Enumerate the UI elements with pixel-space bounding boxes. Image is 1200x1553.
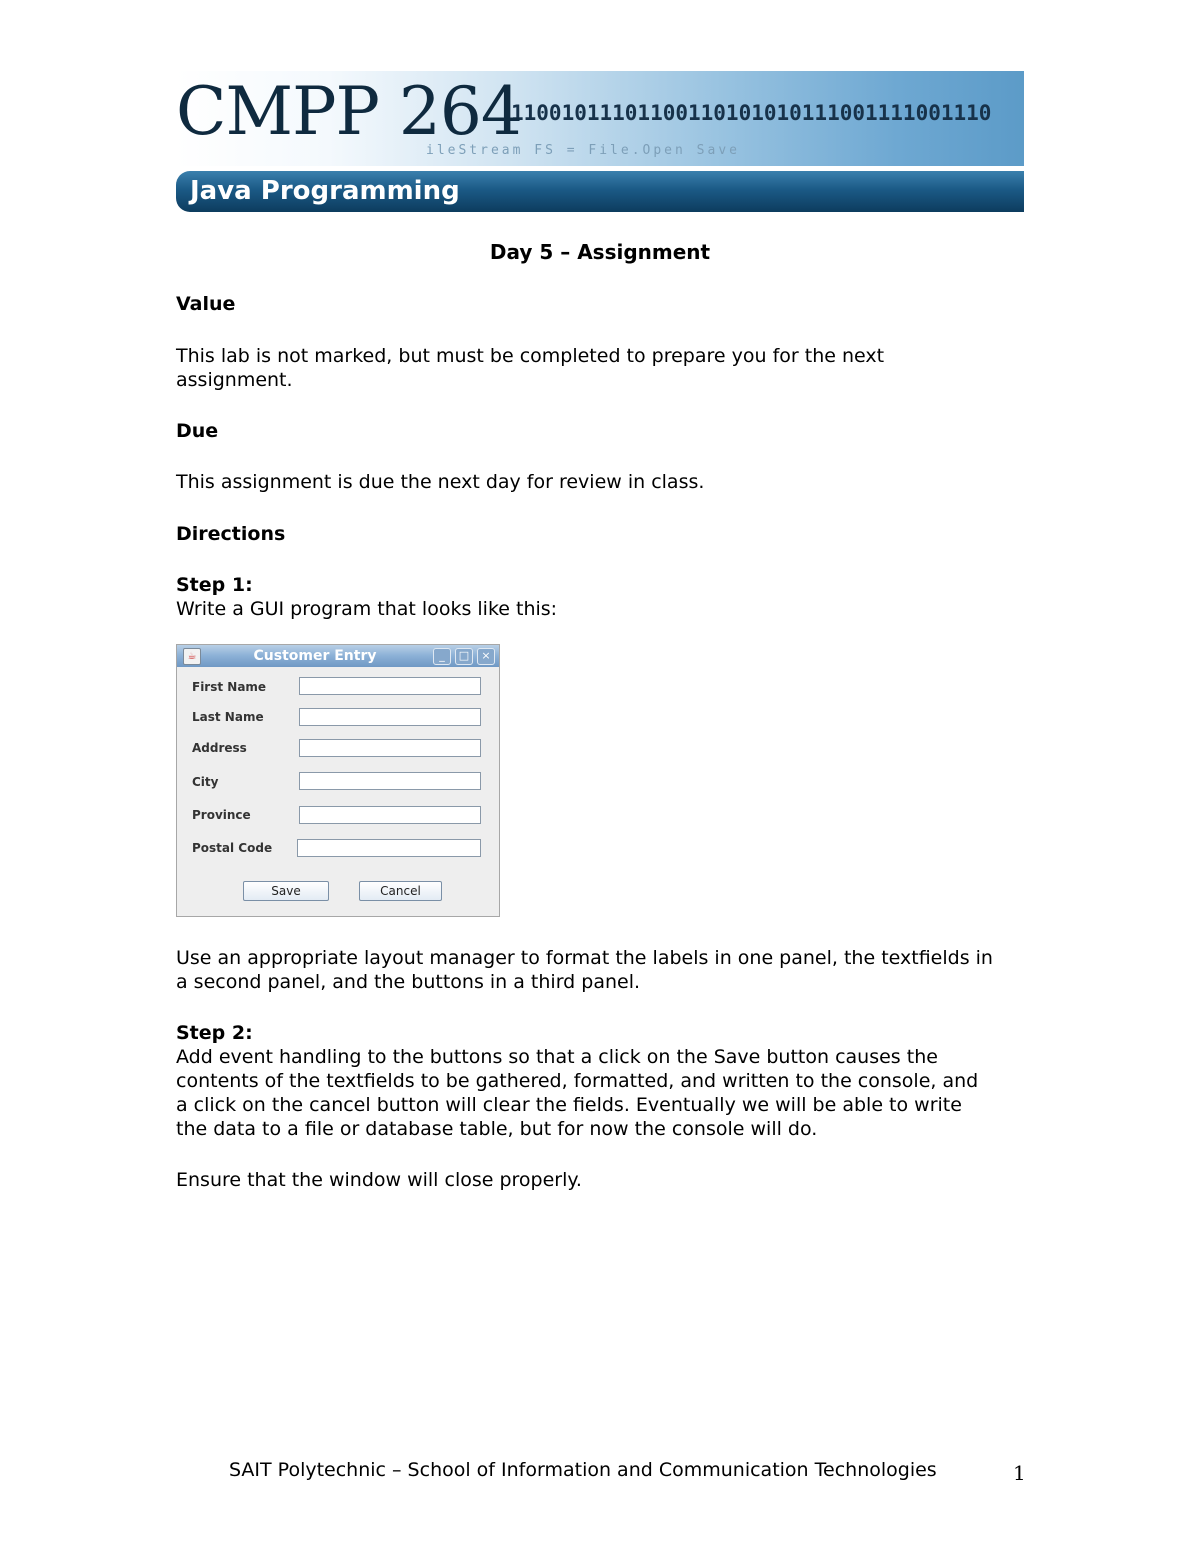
close-icon[interactable]: × bbox=[477, 648, 495, 665]
step2-text-line-1: Add event handling to the buttons so that a click on the Save button causes the bbox=[176, 1046, 938, 1068]
maximize-icon[interactable]: □ bbox=[455, 648, 473, 665]
step2-text-line-3: a click on the cancel button will clear the fields. Eventually we will be able to write bbox=[176, 1094, 962, 1116]
step1-heading: Step 1: bbox=[176, 574, 253, 596]
binary-decoration: 11001011101100110101010111001111001110 bbox=[511, 101, 992, 125]
step2-heading: Step 2: bbox=[176, 1022, 253, 1044]
layout-text-line-2: a second panel, and the buttons in a third panel. bbox=[176, 971, 641, 993]
address-field[interactable] bbox=[299, 739, 481, 757]
subject-bar bbox=[176, 171, 1024, 212]
step2-text-line-4: the data to a file or database table, but for now the console will do. bbox=[176, 1118, 818, 1140]
subject-title: Java Programming bbox=[190, 176, 460, 206]
page-number: 1 bbox=[1013, 1461, 1026, 1485]
last-name-label: Last Name bbox=[192, 710, 264, 724]
window-titlebar bbox=[177, 645, 499, 667]
directions-heading: Directions bbox=[176, 523, 286, 545]
step1-text: Write a GUI program that looks like this: bbox=[176, 598, 558, 620]
java-app-icon: ☕ bbox=[183, 648, 201, 665]
city-field[interactable] bbox=[299, 772, 481, 790]
banner-header bbox=[176, 71, 1024, 166]
due-heading: Due bbox=[176, 420, 219, 442]
postal-code-field[interactable] bbox=[297, 839, 481, 857]
last-name-field[interactable] bbox=[299, 708, 481, 726]
save-button[interactable]: Save bbox=[243, 881, 329, 901]
province-field[interactable] bbox=[299, 806, 481, 824]
postal-code-label: Postal Code bbox=[192, 841, 273, 855]
course-banner bbox=[176, 71, 1024, 212]
course-code: CMPP 264 bbox=[176, 73, 522, 150]
first-name-field[interactable] bbox=[299, 677, 481, 695]
address-label: Address bbox=[192, 741, 247, 755]
due-text: This assignment is due the next day for review in class. bbox=[176, 471, 705, 493]
minimize-icon[interactable]: _ bbox=[433, 648, 451, 665]
layout-text-line-1: Use an appropriate layout manager to format the labels in one panel, the textfields in bbox=[176, 947, 993, 969]
cancel-button[interactable]: Cancel bbox=[359, 881, 442, 901]
value-text-line-1: This lab is not marked, but must be completed to prepare you for the next bbox=[176, 345, 885, 367]
first-name-label: First Name bbox=[192, 680, 267, 694]
value-heading: Value bbox=[176, 293, 236, 315]
province-label: Province bbox=[192, 808, 251, 822]
page-title: Day 5 – Assignment bbox=[489, 240, 711, 264]
step2-text-line-2: contents of the textfields to be gathered, formatted, and written to the console, and bbox=[176, 1070, 979, 1092]
value-text-line-2: assignment. bbox=[176, 369, 293, 391]
customer-entry-window bbox=[176, 644, 500, 917]
close-text: Ensure that the window will close properly. bbox=[176, 1169, 582, 1191]
city-label: City bbox=[192, 775, 219, 789]
code-decoration: ileStream FS = File.Open Save bbox=[426, 143, 740, 158]
footer-text: SAIT Polytechnic – School of Information and Communication Technologies bbox=[229, 1459, 937, 1481]
window-title: Customer Entry bbox=[253, 648, 377, 664]
